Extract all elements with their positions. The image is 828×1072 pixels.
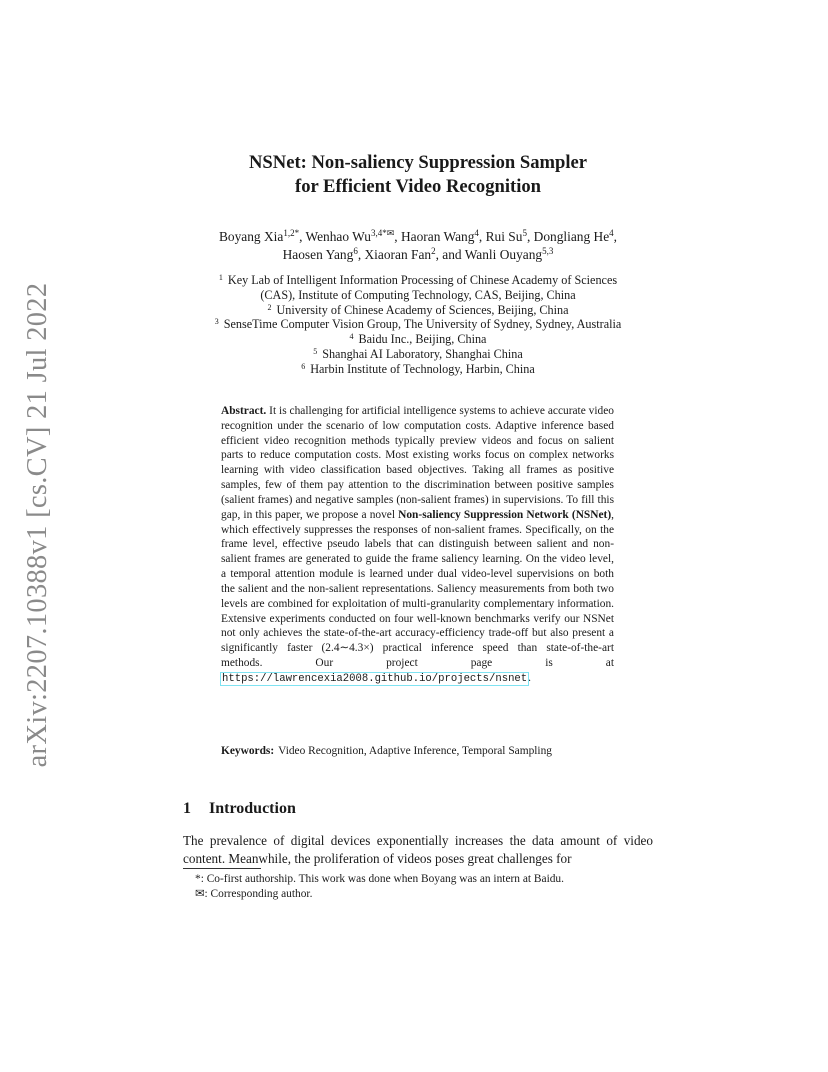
author-affiliation-mark: 3,4*✉ bbox=[370, 228, 395, 238]
project-page-link[interactable]: https://lawrencexia2008.github.io/projects/nsnet bbox=[222, 672, 528, 685]
abstract-text-part-2: , which effectively suppresses the responses of non-salient frames. Specifically, on the frame level, effective pseudo labels that can distinguish between salient and non-salient frames are generated to guide the frame saliency learning. On the video level, a temporal attention module is learned under dual video-level supervisions on both the salient and the non-salient representations. Saliency measurements from both two levels are combined for exploitation of multi-granularity complementary information. Extensive experiments conducted on four well-known benchmarks verify our NSNet not only achieves the state-of-the-art accuracy-efficiency trade-off but also present a significantly faster (2.4∼4.3×) practical inference speed than state-of-the-art methods. Our project page is at bbox=[221, 508, 614, 670]
keywords bbox=[221, 744, 621, 759]
author-affiliation-mark: 5,3 bbox=[542, 245, 554, 256]
footnote-divider bbox=[183, 868, 261, 869]
author-name: Haoran Wang bbox=[400, 229, 475, 244]
arxiv-stamp-text: arXiv:2207.10388v1 [cs.CV] 21 Jul 2022 bbox=[22, 282, 53, 768]
affiliation-line bbox=[183, 273, 653, 288]
affiliation-line bbox=[183, 332, 653, 347]
author-name: Rui Su bbox=[485, 229, 523, 244]
affiliation-number: 4 bbox=[349, 332, 354, 342]
affiliation-number: 3 bbox=[214, 317, 219, 327]
introduction-paragraph: The prevalence of digital devices exponentially increases the data amount of video content. Meanwhile, the proliferation of videos poses great challenges for bbox=[183, 833, 653, 866]
section-heading-introduction bbox=[183, 800, 296, 818]
affiliation-number: 5 bbox=[313, 346, 318, 356]
author bbox=[219, 229, 299, 244]
abstract-label: Abstract. bbox=[221, 405, 267, 417]
affiliation-line bbox=[183, 288, 653, 303]
keywords-label: Keywords: bbox=[221, 745, 275, 757]
paper-title-line-2: for Efficient Video Recognition bbox=[295, 176, 541, 197]
footnote-corresponding: ✉: Corresponding author. bbox=[195, 887, 313, 900]
author bbox=[401, 229, 479, 244]
abstract-bold-term: Non-saliency Suppression Network (NSNet) bbox=[398, 508, 612, 521]
paper-title bbox=[183, 151, 653, 199]
affiliation-text: University of Chinese Academy of Sciences, Beijing, China bbox=[276, 302, 569, 317]
affiliation-number: 6 bbox=[301, 361, 306, 371]
affiliation-text: Harbin Institute of Technology, Harbin, China bbox=[310, 361, 535, 376]
author-affiliation-mark: 5 bbox=[522, 228, 527, 238]
author bbox=[486, 229, 527, 244]
abstract-end: . bbox=[528, 671, 532, 684]
author-name: Wanli Ouyang bbox=[464, 246, 543, 262]
author-name: Boyang Xia bbox=[218, 229, 284, 244]
author-affiliation-mark: 2 bbox=[431, 245, 436, 256]
footnotes bbox=[195, 872, 655, 901]
author-affiliation-mark: 4 bbox=[474, 228, 479, 238]
author-affiliation-mark: 4 bbox=[609, 228, 614, 238]
affiliation-line bbox=[183, 347, 653, 362]
abstract-text-part-1: It is challenging for artificial intelligence systems to achieve accurate video recognition under the scenario of low computation costs. Adaptive inference based efficient video recognition methods typically preview videos and focus on salient parts to reduce computation costs. Most existing works focus on complex networks learning with video classification based objectives. Taking all frames as positive samples, few of them pay attention to the discrimination between positive samples (salient frames) and negative samples (non-salient frames) in supervisions. To fill this gap, in this paper, we propose a novel bbox=[221, 405, 614, 521]
author-affiliation-mark: 1,2* bbox=[283, 228, 300, 238]
affiliation-text: (CAS), Institute of Computing Technology, CAS, Beijing, China bbox=[260, 287, 576, 302]
affiliation-text: Key Lab of Intelligent Information Processing of Chinese Academy of Sciences bbox=[227, 273, 618, 287]
author bbox=[283, 247, 358, 262]
abstract bbox=[221, 404, 614, 687]
envelope-icon: ✉ bbox=[386, 228, 395, 238]
affiliation-text: SenseTime Computer Vision Group, The University of Sydney, Sydney, Australia bbox=[223, 317, 622, 332]
author bbox=[465, 247, 554, 262]
author-name: Xiaoran Fan bbox=[364, 246, 432, 262]
affiliation-number: 1 bbox=[218, 273, 223, 282]
affiliation-text: Shanghai AI Laboratory, Shanghai China bbox=[322, 346, 523, 361]
author-name: Wenhao Wu bbox=[305, 229, 371, 244]
author bbox=[306, 229, 395, 244]
affiliation-line bbox=[183, 362, 653, 377]
affiliation-list bbox=[183, 273, 653, 377]
author bbox=[534, 229, 614, 244]
keywords-text: Video Recognition, Adaptive Inference, Temporal Sampling bbox=[278, 745, 552, 757]
arxiv-identifier-stamp bbox=[8, 282, 68, 768]
author-list: Boyang Xia$^{1,2*}$, Wenhao $Wu^{3,4*✉}$, Haoran Wang$^4$, Rui Su$^5$, Dongliang He$^4$, Haosen Yang$^6$, Xiaoran Fan$^2$, and Wanli Ouyang$^{5,3}$ bbox=[218, 228, 618, 262]
paper-title-line-1: NSNet: Non-saliency Suppression Sampler bbox=[249, 152, 587, 173]
affiliation-number: 2 bbox=[267, 302, 272, 312]
footnote-co-first: *: Co-first authorship. This work was done when Boyang was an intern at Baidu. bbox=[195, 873, 564, 885]
section-number: 1 bbox=[183, 800, 191, 817]
author-affiliation-mark: 6 bbox=[353, 245, 358, 256]
section-title: Introduction bbox=[209, 800, 296, 817]
author bbox=[365, 247, 436, 262]
author-name: Dongliang He bbox=[533, 229, 610, 244]
author-name: Haosen Yang bbox=[282, 246, 354, 262]
affiliation-text: Baidu Inc., Beijing, China bbox=[358, 332, 487, 347]
affiliation-line bbox=[183, 317, 653, 332]
affiliation-line bbox=[183, 303, 653, 318]
